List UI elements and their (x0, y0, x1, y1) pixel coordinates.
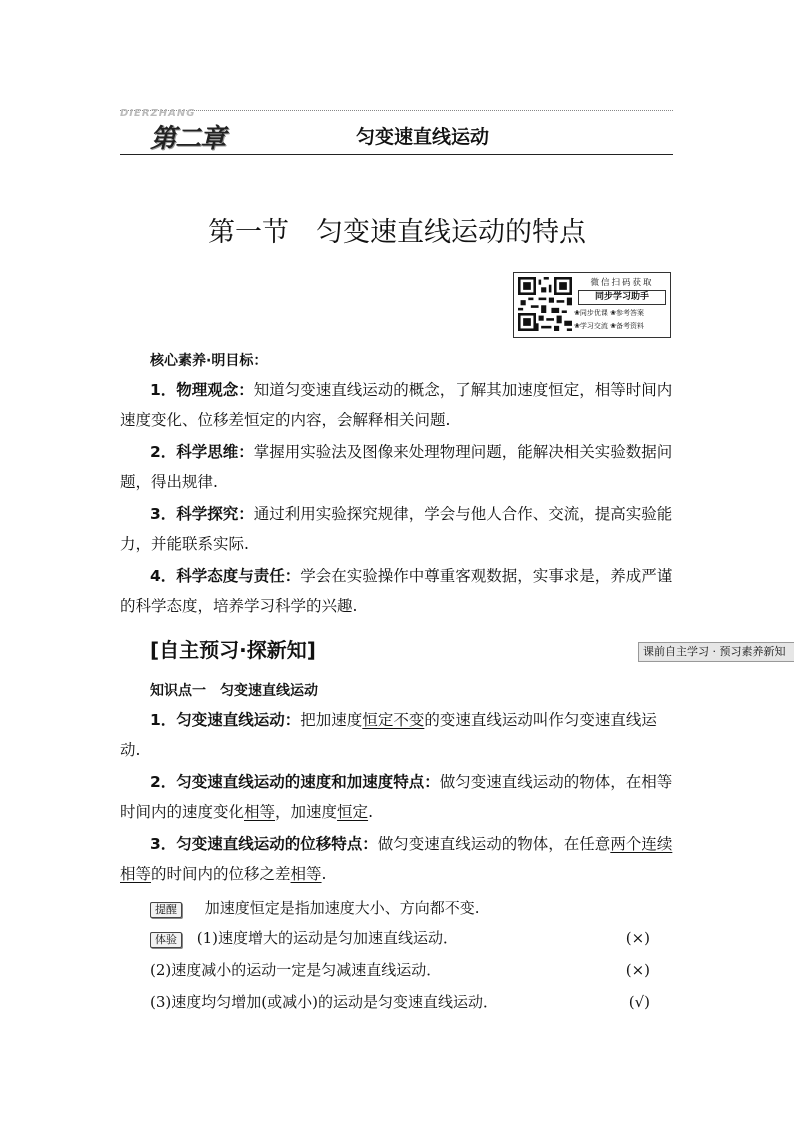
knowledge-label: 知识点一 匀变速直线运动 (150, 683, 318, 699)
check-tag: 体验 (150, 932, 182, 948)
goal-item: 4．科学态度与责任：学会在实验操作中尊重客观数据，实事求是，养成严谨的科学态度，培养学习科学的兴趣. (120, 567, 673, 615)
tip-row (150, 898, 650, 918)
goal-item: 2．科学思维：掌握用实验法及图像来处理物理问题，能解决相关实验数据问题，得出规律. (120, 443, 673, 491)
qr-promo-box[interactable] (513, 272, 671, 338)
tip-tag: 提醒 (150, 902, 182, 918)
chapter-number: 第二章 (150, 124, 226, 154)
goals-label: 核心素养·明目标： (150, 353, 268, 369)
header-rule (120, 154, 673, 155)
qr-caption: 微信扫码获取 (590, 278, 654, 288)
qr-code-icon (518, 277, 572, 331)
qr-features-1: ❀同步优课 ❀参考答案 (574, 309, 644, 317)
header-dotted-rule (120, 110, 673, 111)
qr-features-2: ❀学习交流 ❀备考资料 (574, 322, 644, 330)
check-item: (3)速度均匀增加(或减小)的运动是匀变速直线运动． (√) (150, 993, 650, 1011)
check-mark: (×) (625, 961, 650, 979)
knowledge-p3: 3．匀变速直线运动的位移特点：做匀变速直线运动的物体，在任意两个连续相等的时间内的位移之差相等. (120, 835, 673, 883)
preview-tag: 课前自主学习 · 预习素养新知 (638, 642, 794, 662)
check-mark: (×) (625, 929, 650, 947)
tip-text: 加速度恒定是指加速度大小、方向都不变. (204, 899, 480, 917)
chapter-title: 匀变速直线运动 (356, 126, 490, 148)
preview-heading: [自主预习·探新知] (150, 638, 316, 662)
goal-item: 3．科学探究：通过利用实验探究规律，学会与他人合作、交流，提高实验能力，并能联系实际. (120, 505, 673, 553)
check-item: 体验 (1)速度增大的运动是匀加速直线运动． (×) (150, 928, 650, 948)
qr-title: 同步学习助手 (578, 290, 666, 305)
chapter-pinyin: DIERZHANG (120, 108, 196, 119)
check-item: (2)速度减小的运动一定是匀减速直线运动． (×) (150, 961, 650, 979)
knowledge-p2: 2．匀变速直线运动的速度和加速度特点：做匀变速直线运动的物体，在相等时间内的速度变化相等，加速度恒定. (120, 773, 673, 821)
check-mark: (√) (628, 993, 650, 1011)
section-title: 第一节 匀变速直线运动的特点 (208, 217, 586, 248)
goal-item: 1．物理观念：知道匀变速直线运动的概念，了解其加速度恒定，相等时间内速度变化、位移差恒定的内容，会解释相关问题. (120, 381, 673, 429)
knowledge-p1: 1．匀变速直线运动：把加速度恒定不变的变速直线运动叫作匀变速直线运动. (120, 711, 657, 759)
